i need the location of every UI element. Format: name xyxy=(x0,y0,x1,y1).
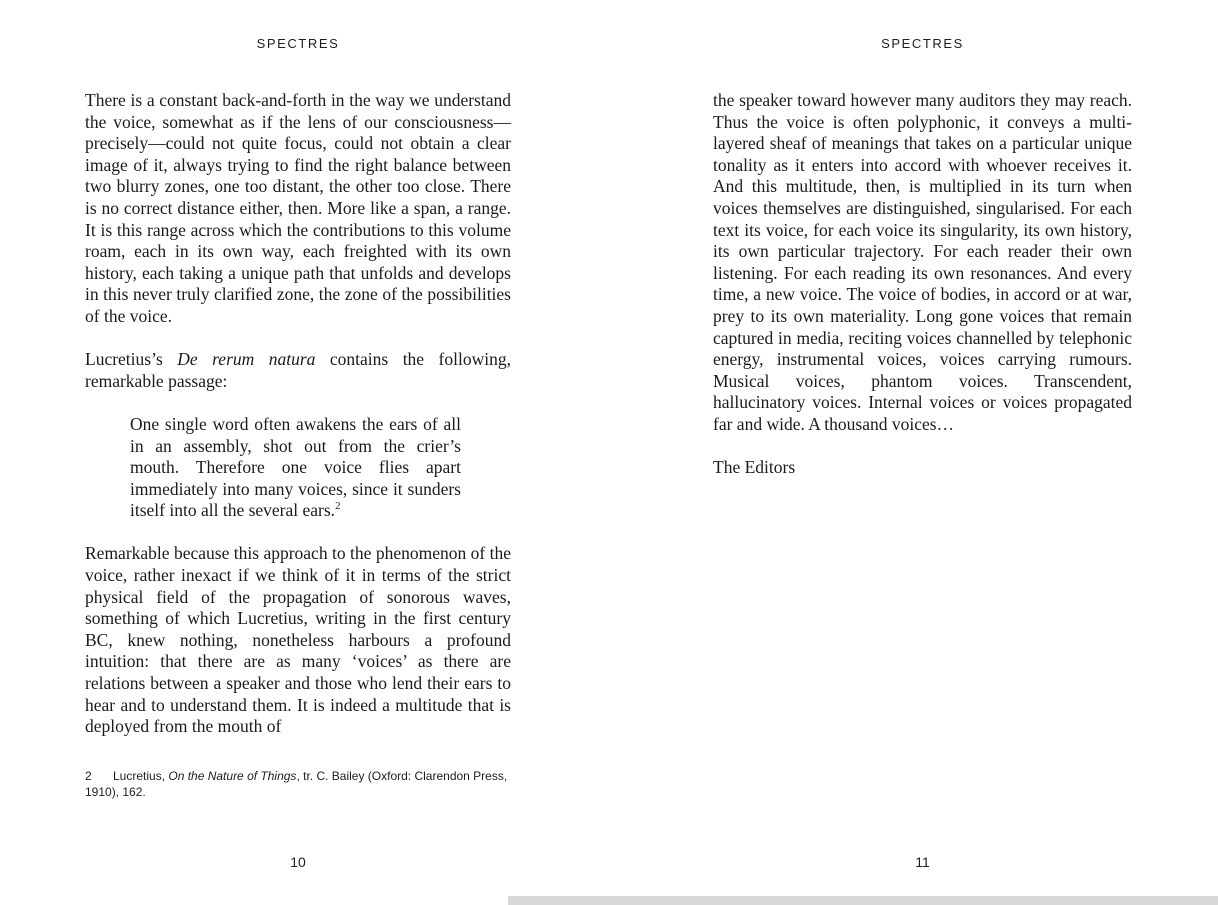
paragraph: the speaker toward however many auditors they may reach. Thus the voice is often polyphonic, it conveys a multi-layered sheaf of meanings that takes on a particular unique tonality as it enters into accord with whoever receives it. And this multitude, then, is multiplied in its turn when voices themselves are distinguished, singularised. For each text its voice, for each voice its singularity, its own history, its own particular trajectory. For each reader their own listening. For each reading its own resonances. And every time, a new voice. The voice of bodies, in accord or at war, prey to its own materiality. Long gone voices that remain captured in media, reciting voices channelled by telephonic energy, instrumental voices, voices carrying rumours. Musical voices, phantom voices. Transcendent, hallucinatory voices. Internal voices or voices propagated far and wide. A thousand voices… xyxy=(713,90,1132,434)
footnote-number: 2 xyxy=(85,769,92,783)
page-number: 10 xyxy=(290,854,306,870)
running-head: SPECTRES xyxy=(881,36,964,51)
page-left xyxy=(85,0,511,905)
paragraph: There is a constant back-and-forth in the way we understand the voice, somewhat as if the lens of our consciousness—precisely—could not quite focus, could not obtain a clear image of it, always trying to find the right balance between two blurry zones, one too distant, the other too close. There is no correct distance either, then. More like a span, a range. It is this range across which the contributions to this volume roam, each in its own way, each freighted with its own history, each taking a unique path that unfolds and develops in this never truly clarified zone, the zone of the possibilities of the voice. xyxy=(85,90,511,326)
page-right-body xyxy=(713,90,1132,500)
page-right xyxy=(713,0,1132,905)
paragraph: Lucretius’s De rerum natura contains the following, remarkable passage: xyxy=(85,349,511,391)
footnote-text: Lucretius, On the Nature of Things, tr. C. Bailey (Oxford: Clarendon Press, 1910), 162. xyxy=(85,769,508,799)
signature: The Editors xyxy=(713,457,796,478)
paragraph: Remarkable because this approach to the phenomenon of the voice, rather inexact if we think of it in terms of the strict physical field of the propagation of sonorous waves, something of which Lucretius, writing in the first century BC, knew nothing, nonetheless harbours a profound intuition: that there are as many ‘voices’ as there are relations between a speaker and those who lend their ears to hear and to understand them. It is indeed a multitude that is deployed from the mouth of xyxy=(85,543,511,737)
footnote xyxy=(85,769,511,800)
page-left-body xyxy=(85,90,511,759)
bottom-edge-strip xyxy=(508,896,1218,905)
block-quote: One single word often awakens the ears of all in an assembly, shot out from the crier’s mouth. Therefore one voice flies apart immediately into many voices, since it sunders itself into all the several ears.$^2$ xyxy=(130,413,461,521)
running-head: SPECTRES xyxy=(256,36,340,51)
page-number: 11 xyxy=(915,854,930,870)
